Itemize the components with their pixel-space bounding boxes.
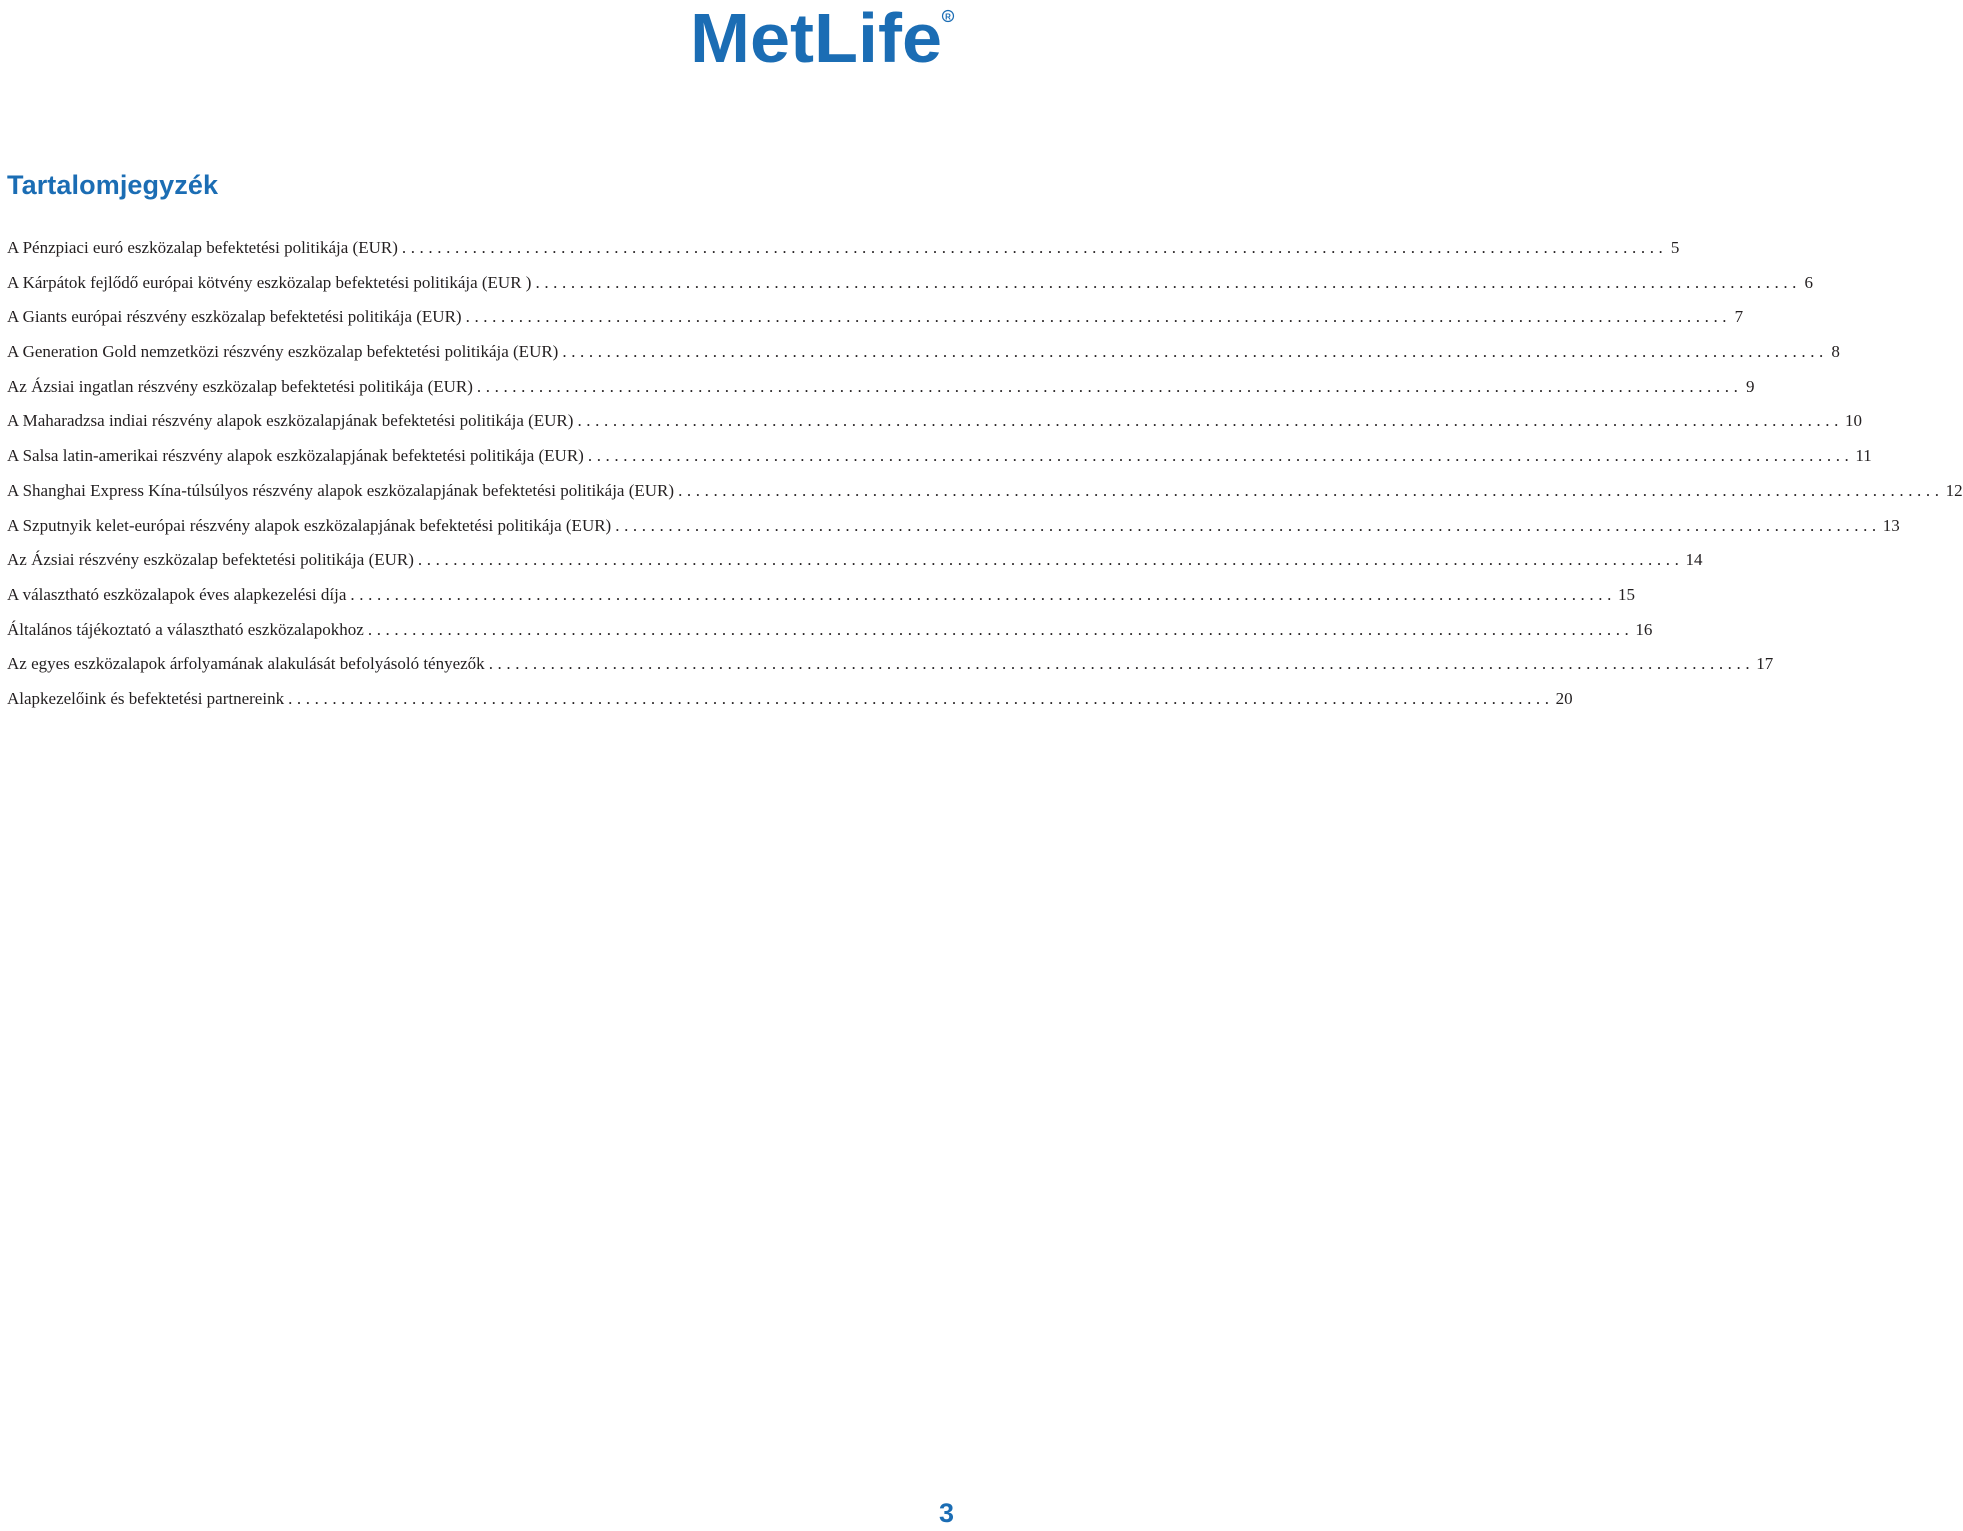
logo-wordmark: MetLife bbox=[690, 0, 942, 77]
toc-dot-leader: ............................................................................................................................................... bbox=[367, 619, 1634, 639]
toc-entry-label: Általános tájékoztató a választható eszközalapokhoz bbox=[7, 619, 364, 639]
toc-entry[interactable] bbox=[7, 688, 1573, 724]
toc-dot-leader: ............................................................................................................................................... bbox=[678, 480, 1944, 500]
toc-list bbox=[7, 238, 1963, 724]
toc-entry-page: 10 bbox=[1845, 411, 1862, 431]
toc-entry[interactable] bbox=[7, 550, 1703, 585]
toc-dot-leader: ............................................................................................................................................... bbox=[535, 272, 1802, 292]
toc-entry[interactable] bbox=[7, 272, 1814, 308]
metlife-logo bbox=[690, 0, 956, 77]
toc-entry-label: Alapkezelőink és befektetési partnereink bbox=[7, 688, 285, 708]
toc-entry[interactable] bbox=[7, 411, 1862, 446]
metlife-logo-mark bbox=[690, 0, 956, 77]
toc-entry-page: 13 bbox=[1882, 515, 1900, 535]
toc-entry-label: A választható eszközalapok éves alapkezelési díja bbox=[7, 584, 347, 604]
toc-dot-leader: ............................................................................................................................................... bbox=[465, 307, 1732, 327]
toc-entry-page: 6 bbox=[1804, 272, 1814, 292]
toc-entry-label: A Shanghai Express Kína-túlsúlyos részvény alapok eszközalapjának befektetési politikája (EUR) bbox=[7, 480, 675, 500]
toc-dot-leader: ............................................................................................................................................... bbox=[587, 446, 1854, 466]
toc-entry[interactable] bbox=[7, 446, 1872, 481]
toc-title: Tartalomjegyzék bbox=[7, 170, 219, 200]
toc-entry[interactable] bbox=[7, 480, 1963, 516]
toc-dot-leader: ............................................................................................................................................... bbox=[417, 550, 1684, 570]
toc-entry-label: A Maharadzsa indiai részvény alapok eszközalapjának befektetési politikája (EUR) bbox=[7, 411, 574, 431]
toc-entry[interactable] bbox=[7, 342, 1840, 377]
toc-entry-page: 9 bbox=[1745, 376, 1755, 396]
toc-entry-page: 20 bbox=[1555, 688, 1573, 708]
registered-letter: R bbox=[945, 12, 951, 22]
toc-dot-leader: ............................................................................................................................................... bbox=[488, 654, 1755, 674]
toc-entry-label: A Kárpátok fejlődő európai kötvény eszközalap befektetési politikája (EUR ) bbox=[7, 272, 532, 292]
toc-entry-page: 17 bbox=[1756, 654, 1774, 674]
toc-dot-leader: ............................................................................................................................................... bbox=[577, 411, 1843, 431]
toc-entry[interactable] bbox=[7, 654, 1774, 689]
toc-entry-label: A Salsa latin-amerikai részvény alapok eszközalapjának befektetési politikája (EUR) bbox=[7, 446, 584, 466]
toc-entry-label: Az Ázsiai ingatlan részvény eszközalap befektetési politikája (EUR) bbox=[7, 376, 473, 396]
toc-entry-label: A Generation Gold nemzetközi részvény eszközalap befektetési politikája (EUR) bbox=[7, 342, 559, 362]
toc-dot-leader: ............................................................................................................................................... bbox=[476, 376, 1743, 396]
toc-entry[interactable] bbox=[7, 376, 1755, 412]
toc-entry[interactable] bbox=[7, 238, 1680, 273]
toc-entry[interactable] bbox=[7, 307, 1744, 342]
toc-entry-label: A Pénzpiaci euró eszközalap befektetési politikája (EUR) bbox=[7, 238, 398, 257]
toc-dot-leader: ............................................................................................................................................... bbox=[350, 584, 1616, 604]
page-number: 3 bbox=[938, 1498, 954, 1528]
toc-entry-page: 5 bbox=[1670, 238, 1680, 257]
toc-entry-page: 11 bbox=[1855, 446, 1872, 466]
toc-entry-page: 16 bbox=[1635, 619, 1653, 639]
toc-entry-label: Az Ázsiai részvény eszközalap befektetési politikája (EUR) bbox=[7, 550, 414, 570]
toc-entry-page: 14 bbox=[1685, 550, 1703, 570]
toc-dot-leader: ............................................................................................................................................... bbox=[615, 515, 1881, 535]
toc-entry[interactable] bbox=[7, 584, 1635, 620]
toc-entry[interactable] bbox=[7, 515, 1900, 551]
toc-entry-page: 12 bbox=[1945, 480, 1963, 500]
toc-dot-leader: ............................................................................................................................................... bbox=[562, 342, 1828, 362]
toc-dot-leader: ............................................................................................................................................... bbox=[401, 238, 1668, 257]
toc-entry-label: Az egyes eszközalapok árfolyamának alakulását befolyásoló tényezők bbox=[7, 654, 485, 674]
toc-entry-label: A Giants európai részvény eszközalap befektetési politikája (EUR) bbox=[7, 307, 462, 327]
toc-entry-page: 7 bbox=[1734, 307, 1744, 327]
toc-entry-page: 8 bbox=[1831, 342, 1840, 362]
toc-dot-leader: ............................................................................................................................................... bbox=[288, 688, 1554, 708]
toc-entry[interactable] bbox=[7, 619, 1653, 655]
toc-entry-page: 15 bbox=[1617, 584, 1635, 604]
toc-entry-label: A Szputnyik kelet-európai részvény alapok eszközalapjának befektetési politikája (EUR) bbox=[7, 515, 612, 535]
